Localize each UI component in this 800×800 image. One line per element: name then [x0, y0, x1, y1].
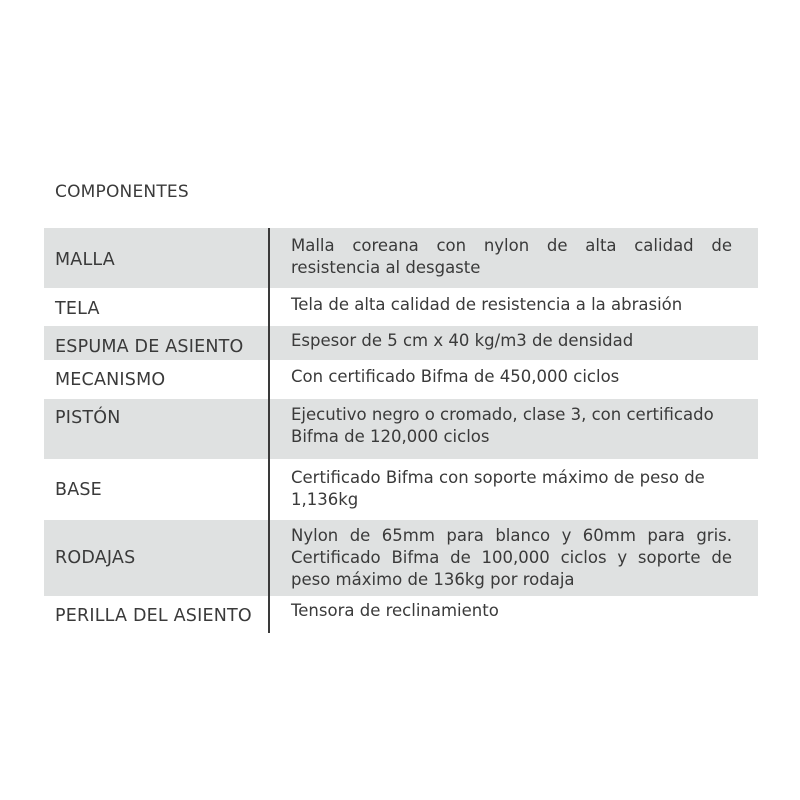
- components-table: [44, 228, 758, 638]
- row-label: MECANISMO: [55, 370, 166, 390]
- column-divider: [268, 228, 270, 633]
- row-label: MALLA: [55, 250, 115, 270]
- table-row-rodajas: [44, 520, 758, 596]
- table-row-base: [44, 462, 758, 518]
- table-row-tela: [44, 290, 758, 324]
- row-label: PERILLA DEL ASIENTO: [55, 606, 252, 626]
- row-label: TELA: [55, 299, 100, 319]
- row-value: Malla coreana con nylon de alta calidad de resistencia al desgaste: [291, 236, 732, 277]
- row-label: ESPUMA DE ASIENTO: [55, 337, 244, 357]
- table-row-espuma: [44, 326, 758, 360]
- row-value: Tensora de reclinamiento: [291, 601, 499, 620]
- row-label: PISTÓN: [55, 408, 121, 428]
- row-value: Ejecutivo negro o cromado, clase 3, con certificado Bifma de 120,000 ciclos: [291, 405, 714, 446]
- section-title: COMPONENTES: [55, 182, 189, 202]
- row-value: Con certificado Bifma de 450,000 ciclos: [291, 367, 620, 386]
- table-row-malla: [44, 228, 758, 288]
- table-row-perilla: [44, 598, 758, 638]
- row-value: Espesor de 5 cm x 40 kg/m3 de densidad: [291, 331, 634, 350]
- row-label: BASE: [55, 480, 102, 500]
- row-value: Tela de alta calidad de resistencia a la abrasión: [291, 295, 683, 314]
- table-row-piston: [44, 399, 758, 459]
- row-value: Nylon de 65mm para blanco y 60mm para gris. Certificado Bifma de 100,000 ciclos y soporte de peso máximo de 136kg por rodaja: [291, 526, 732, 589]
- table-row-mecanismo: [44, 363, 758, 397]
- row-label: RODAJAS: [55, 548, 136, 568]
- row-value: Certificado Bifma con soporte máximo de peso de 1,136kg: [291, 468, 705, 509]
